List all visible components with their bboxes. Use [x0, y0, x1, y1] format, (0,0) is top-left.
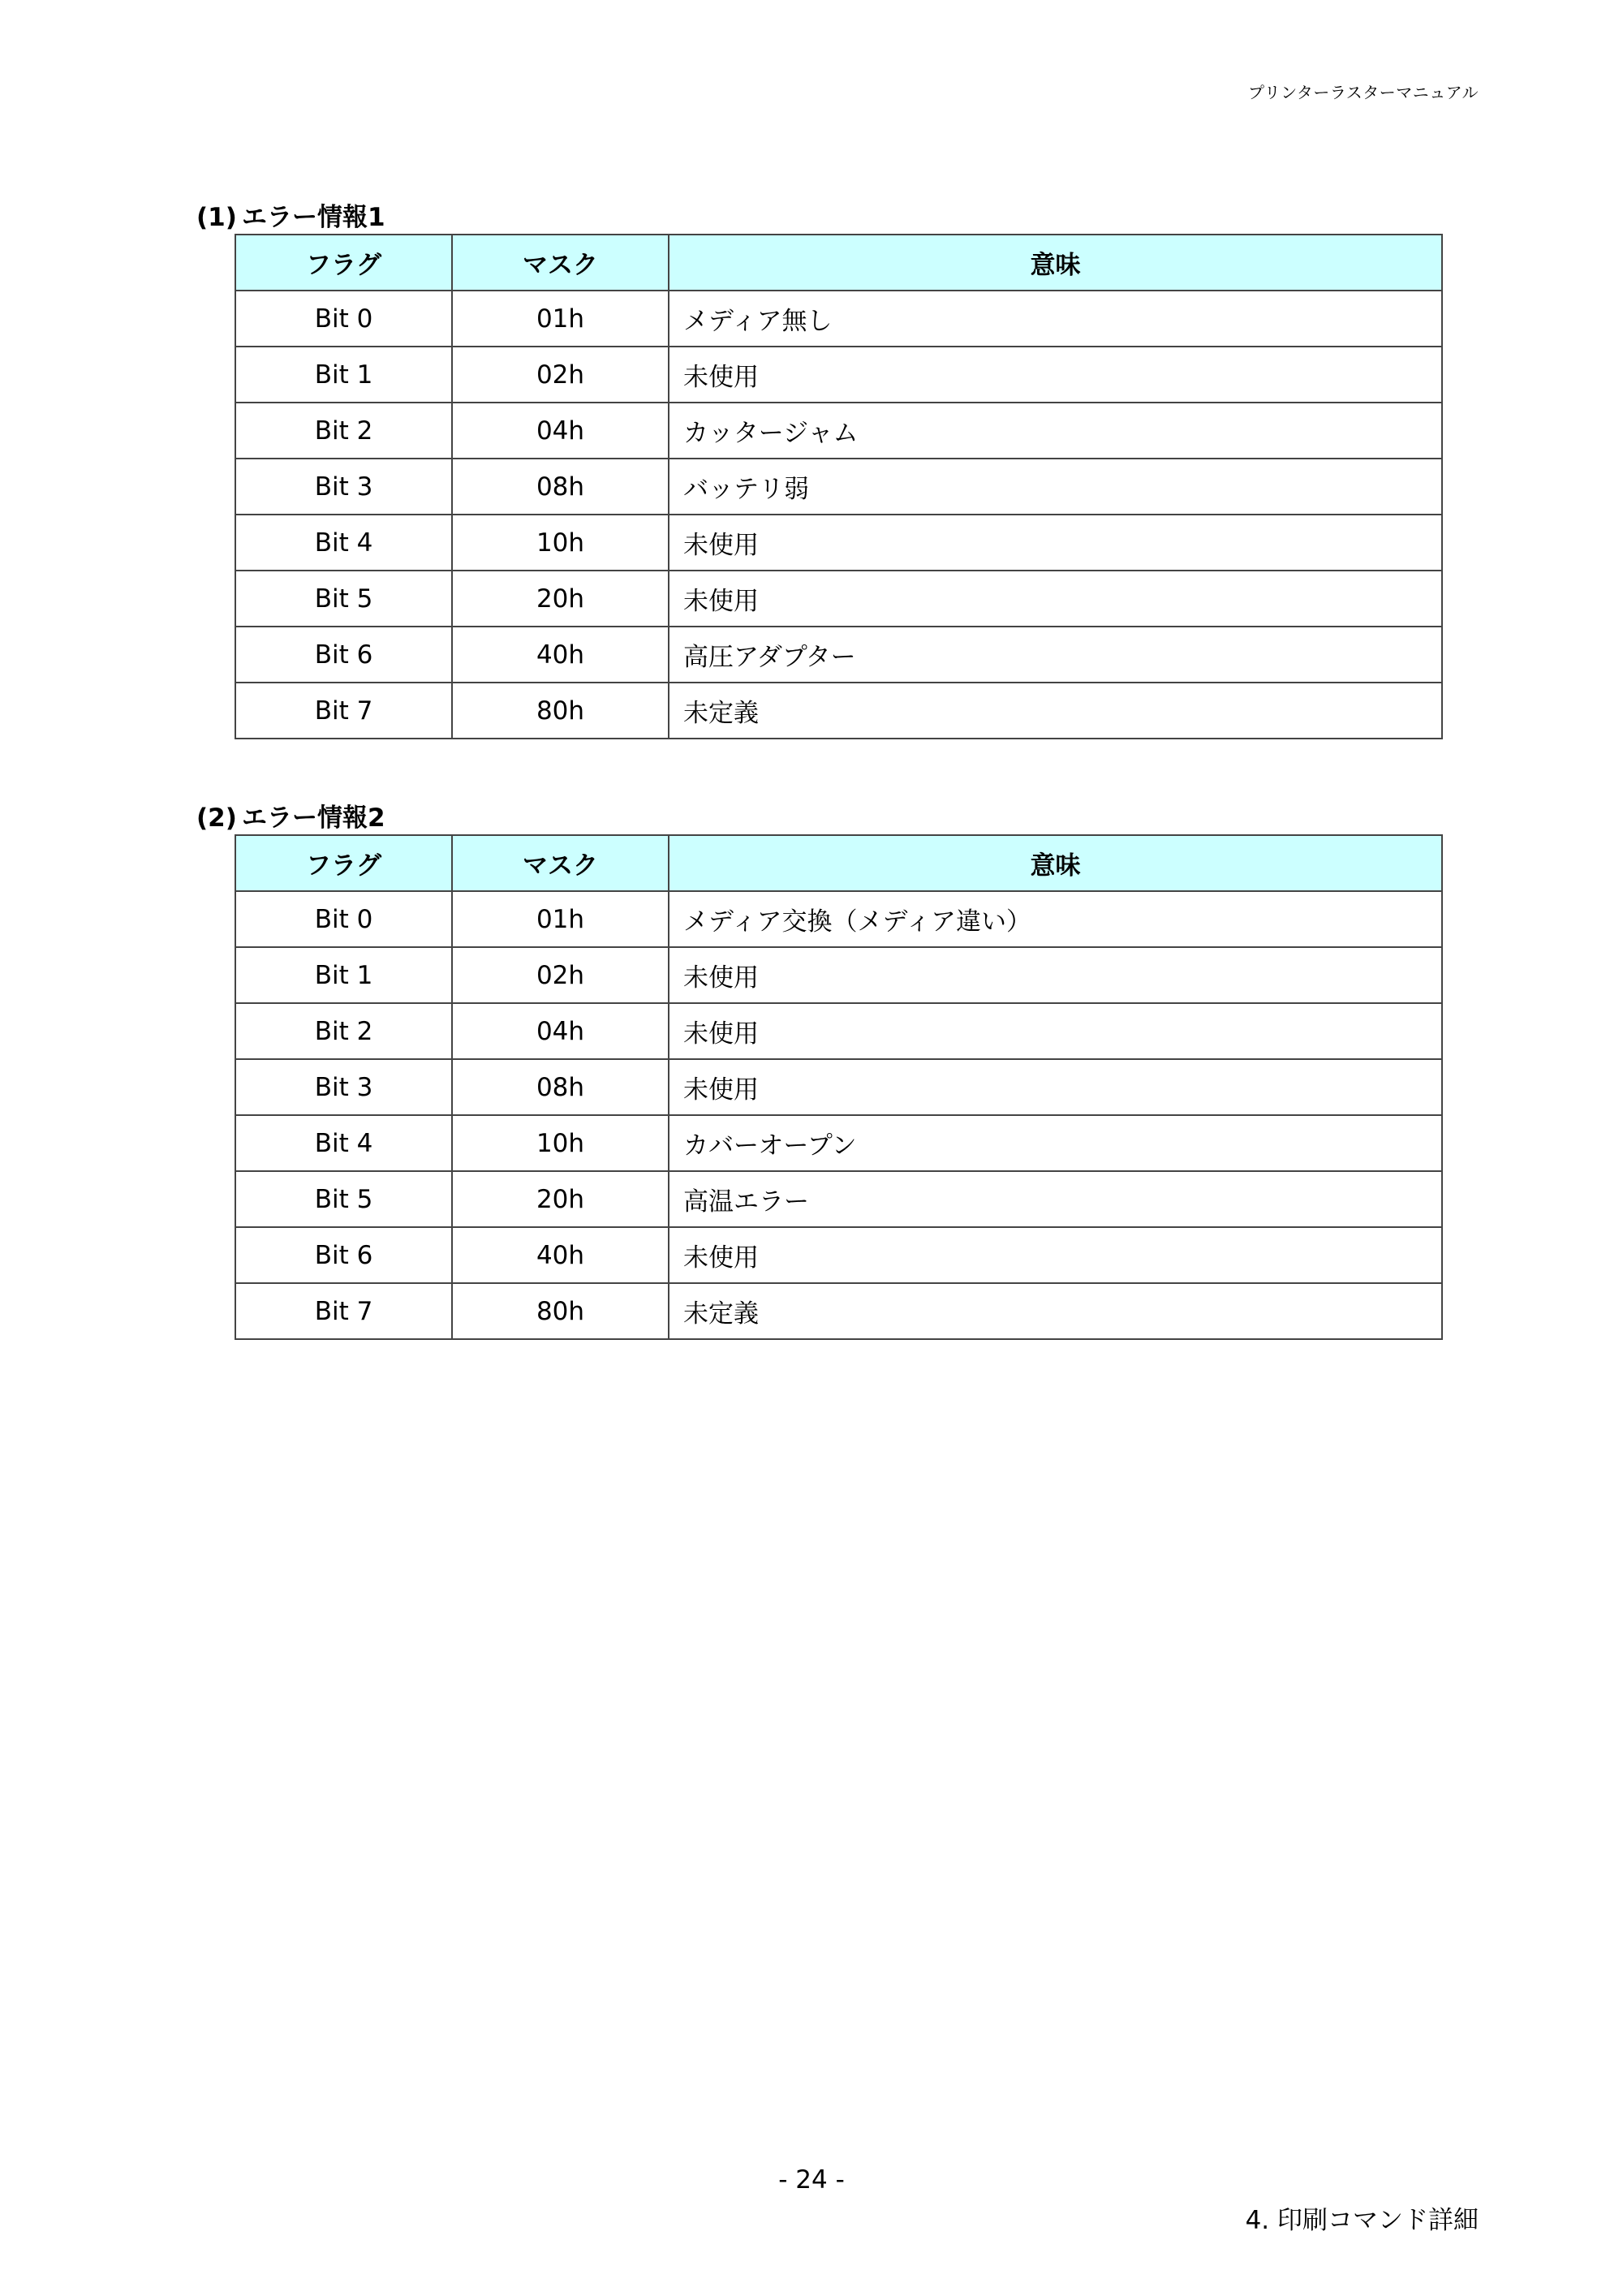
table-row — [235, 347, 1442, 403]
page-number: - 24 - — [778, 2165, 845, 2195]
table-row — [235, 1283, 1442, 1339]
mask-cell: 20h — [452, 571, 669, 627]
column-header-flag: フラグ — [235, 835, 452, 891]
table-row — [235, 1003, 1442, 1059]
section-error-info-1 — [196, 201, 1405, 739]
table-row — [235, 515, 1442, 571]
table-row — [235, 1059, 1442, 1115]
section-heading: エラー情報1 — [242, 203, 385, 232]
running-header: プリンターラスターマニュアル — [1248, 83, 1479, 102]
meaning-cell: 未使用 — [669, 515, 1442, 571]
meaning-cell: 未使用 — [669, 347, 1442, 403]
meaning-cell: 未使用 — [669, 1227, 1442, 1283]
flag-cell: Bit 6 — [235, 1227, 452, 1283]
flag-cell: Bit 7 — [235, 1283, 452, 1339]
flag-cell: Bit 1 — [235, 347, 452, 403]
column-header-mask: マスク — [452, 835, 669, 891]
table-row — [235, 627, 1442, 683]
flag-cell: Bit 0 — [235, 291, 452, 347]
section-error-info-2 — [196, 802, 1405, 1340]
column-header-flag: フラグ — [235, 235, 452, 291]
flag-cell: Bit 4 — [235, 1115, 452, 1171]
table-row — [235, 1171, 1442, 1227]
mask-cell: 40h — [452, 1227, 669, 1283]
mask-cell: 80h — [452, 683, 669, 739]
table-header-row — [235, 835, 1442, 891]
flag-cell: Bit 3 — [235, 1059, 452, 1115]
table-row — [235, 683, 1442, 739]
section-number: (1) — [196, 203, 237, 232]
table-row — [235, 947, 1442, 1003]
mask-cell: 02h — [452, 947, 669, 1003]
mask-cell: 01h — [452, 891, 669, 947]
error-info-2-table — [235, 834, 1443, 1340]
meaning-cell: メディア交換（メディア違い） — [669, 891, 1442, 947]
table-header-row — [235, 235, 1442, 291]
flag-cell: Bit 1 — [235, 947, 452, 1003]
flag-cell: Bit 7 — [235, 683, 452, 739]
section-number: (2) — [196, 803, 237, 833]
meaning-cell: 未使用 — [669, 571, 1442, 627]
section-title — [196, 802, 1405, 834]
meaning-cell: カバーオープン — [669, 1115, 1442, 1171]
mask-cell: 02h — [452, 347, 669, 403]
meaning-cell: バッテリ弱 — [669, 459, 1442, 515]
mask-cell: 04h — [452, 1003, 669, 1059]
column-header-meaning: 意味 — [669, 835, 1442, 891]
flag-cell: Bit 2 — [235, 403, 452, 459]
error-info-1-table — [235, 234, 1443, 739]
mask-cell: 08h — [452, 1059, 669, 1115]
mask-cell: 20h — [452, 1171, 669, 1227]
meaning-cell: 未使用 — [669, 947, 1442, 1003]
mask-cell: 80h — [452, 1283, 669, 1339]
mask-cell: 01h — [452, 291, 669, 347]
flag-cell: Bit 5 — [235, 571, 452, 627]
column-header-mask: マスク — [452, 235, 669, 291]
chapter-footer: 4. 印刷コマンド詳細 — [1245, 2206, 1479, 2235]
table-row — [235, 291, 1442, 347]
flag-cell: Bit 0 — [235, 891, 452, 947]
meaning-cell: 高温エラー — [669, 1171, 1442, 1227]
mask-cell: 10h — [452, 1115, 669, 1171]
table-row — [235, 459, 1442, 515]
mask-cell: 10h — [452, 515, 669, 571]
table-row — [235, 1227, 1442, 1283]
meaning-cell: カッタージャム — [669, 403, 1442, 459]
flag-cell: Bit 4 — [235, 515, 452, 571]
section-title — [196, 201, 1405, 234]
mask-cell: 04h — [452, 403, 669, 459]
meaning-cell: 高圧アダプター — [669, 627, 1442, 683]
flag-cell: Bit 6 — [235, 627, 452, 683]
table-row — [235, 1115, 1442, 1171]
table-row — [235, 571, 1442, 627]
meaning-cell: 未使用 — [669, 1059, 1442, 1115]
flag-cell: Bit 5 — [235, 1171, 452, 1227]
meaning-cell: メディア無し — [669, 291, 1442, 347]
meaning-cell: 未定義 — [669, 1283, 1442, 1339]
mask-cell: 08h — [452, 459, 669, 515]
meaning-cell: 未使用 — [669, 1003, 1442, 1059]
flag-cell: Bit 2 — [235, 1003, 452, 1059]
table-row — [235, 891, 1442, 947]
meaning-cell: 未定義 — [669, 683, 1442, 739]
section-heading: エラー情報2 — [242, 803, 385, 833]
column-header-meaning: 意味 — [669, 235, 1442, 291]
mask-cell: 40h — [452, 627, 669, 683]
table-row — [235, 403, 1442, 459]
flag-cell: Bit 3 — [235, 459, 452, 515]
